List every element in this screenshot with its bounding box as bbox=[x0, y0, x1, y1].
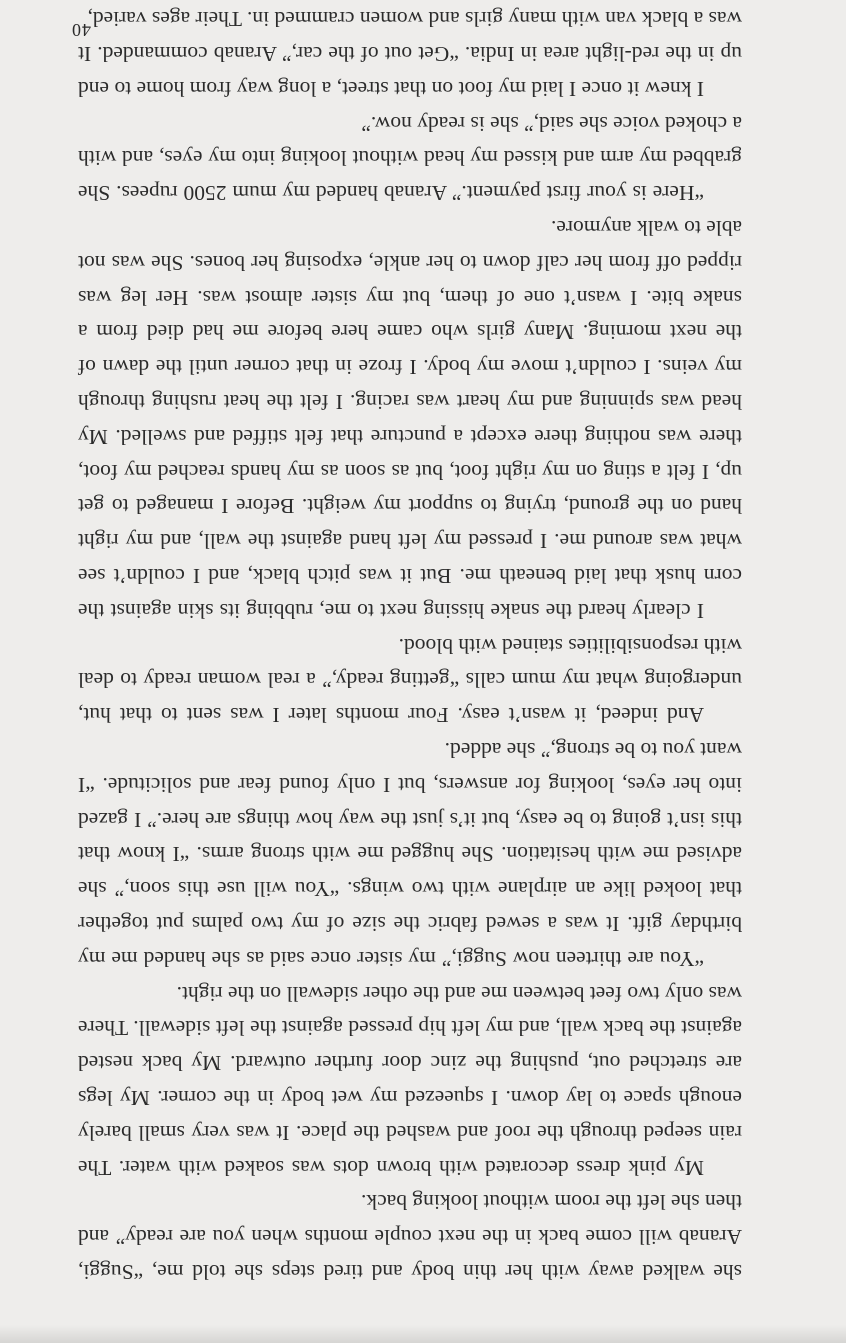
paragraph-5: I clearly heard the snake hissing next to me, rubbing its skin against the corn husk that laid beneath me. But it was pitch black, and I couldn’t see what was around me. I pressed my left hand against the wall, and my right hand on the ground, trying to support my weight. Before I managed to get up, I felt a sting on my right foot, but as soon as my hands reached my foot, there was nothing there except a puncture that felt stiffed and swelled. My head was spinning and my heart was racing. I felt the heat rushing through my veins. I couldn’t move my body. I froze in that corner until the dawn of the next morning. Many girls who came here before me had died from a snake bite. I wasn’t one of them, but my sister almost was. Her leg was ripped off from her calf down to her ankle, exposing her bones. She was not able to walk anymore. bbox=[78, 216, 742, 623]
paragraph-3: “You are thirteen now Suggi,” my sister once said as she handed me my birthday gift. It was a sewed fabric the size of my two palms put together that looked like an airplane with two wings. “You will use this soon,” she advised me with hesitation. She hugged me with strong arms. “I know that this isn’t going to be easy, but it’s just the way how things are here.” I gazed into her eyes, looking for answers, but I only found fear and solicitude. “I want you to be strong,” she added. bbox=[78, 738, 742, 971]
paragraph-7: I knew it once I laid my foot on that street, a long way from home to end up in the red-light area in India. “Get out of the car,” Aranab commanded. It was a black van with many girls and women crammed in. Their ages varied, bbox=[78, 7, 742, 101]
body-text bbox=[78, 2, 742, 1289]
paragraph-1: she walked away with her thin body and tired steps she told me, “Suggi, Aranab will come back in the next couple months when you are ready” and then she left the room without looking back. bbox=[78, 1190, 742, 1284]
page-edge-shadow bbox=[0, 1325, 846, 1343]
paragraph-2: My pink dress decorated with brown dots was soaked with water. The rain seeped through the roof and washed the place. It was very small barely enough space to lay down. I squeezed my wet body in the corner. My legs are stretched out, pushing the zinc door further outward. My back nested against the back wall, and my left hip pressed against the left sidewall. There was only two feet between me and the other sidewall on the right. bbox=[78, 981, 742, 1180]
paragraph-4: And indeed, it wasn’t easy. Four months later I was sent to that hut, undergoing what my mum calls “getting ready,” a real woman ready to deal with responsibilities stained with blood. bbox=[78, 633, 742, 728]
page-number: 40 bbox=[71, 20, 91, 40]
paragraph-6: “Here is your first payment.” Aranab handed my mum 2500 rupees. She grabbed my arm and kissed my head without looking into my eyes, and with a choked voice she said,” she is ready now.” bbox=[78, 111, 742, 206]
